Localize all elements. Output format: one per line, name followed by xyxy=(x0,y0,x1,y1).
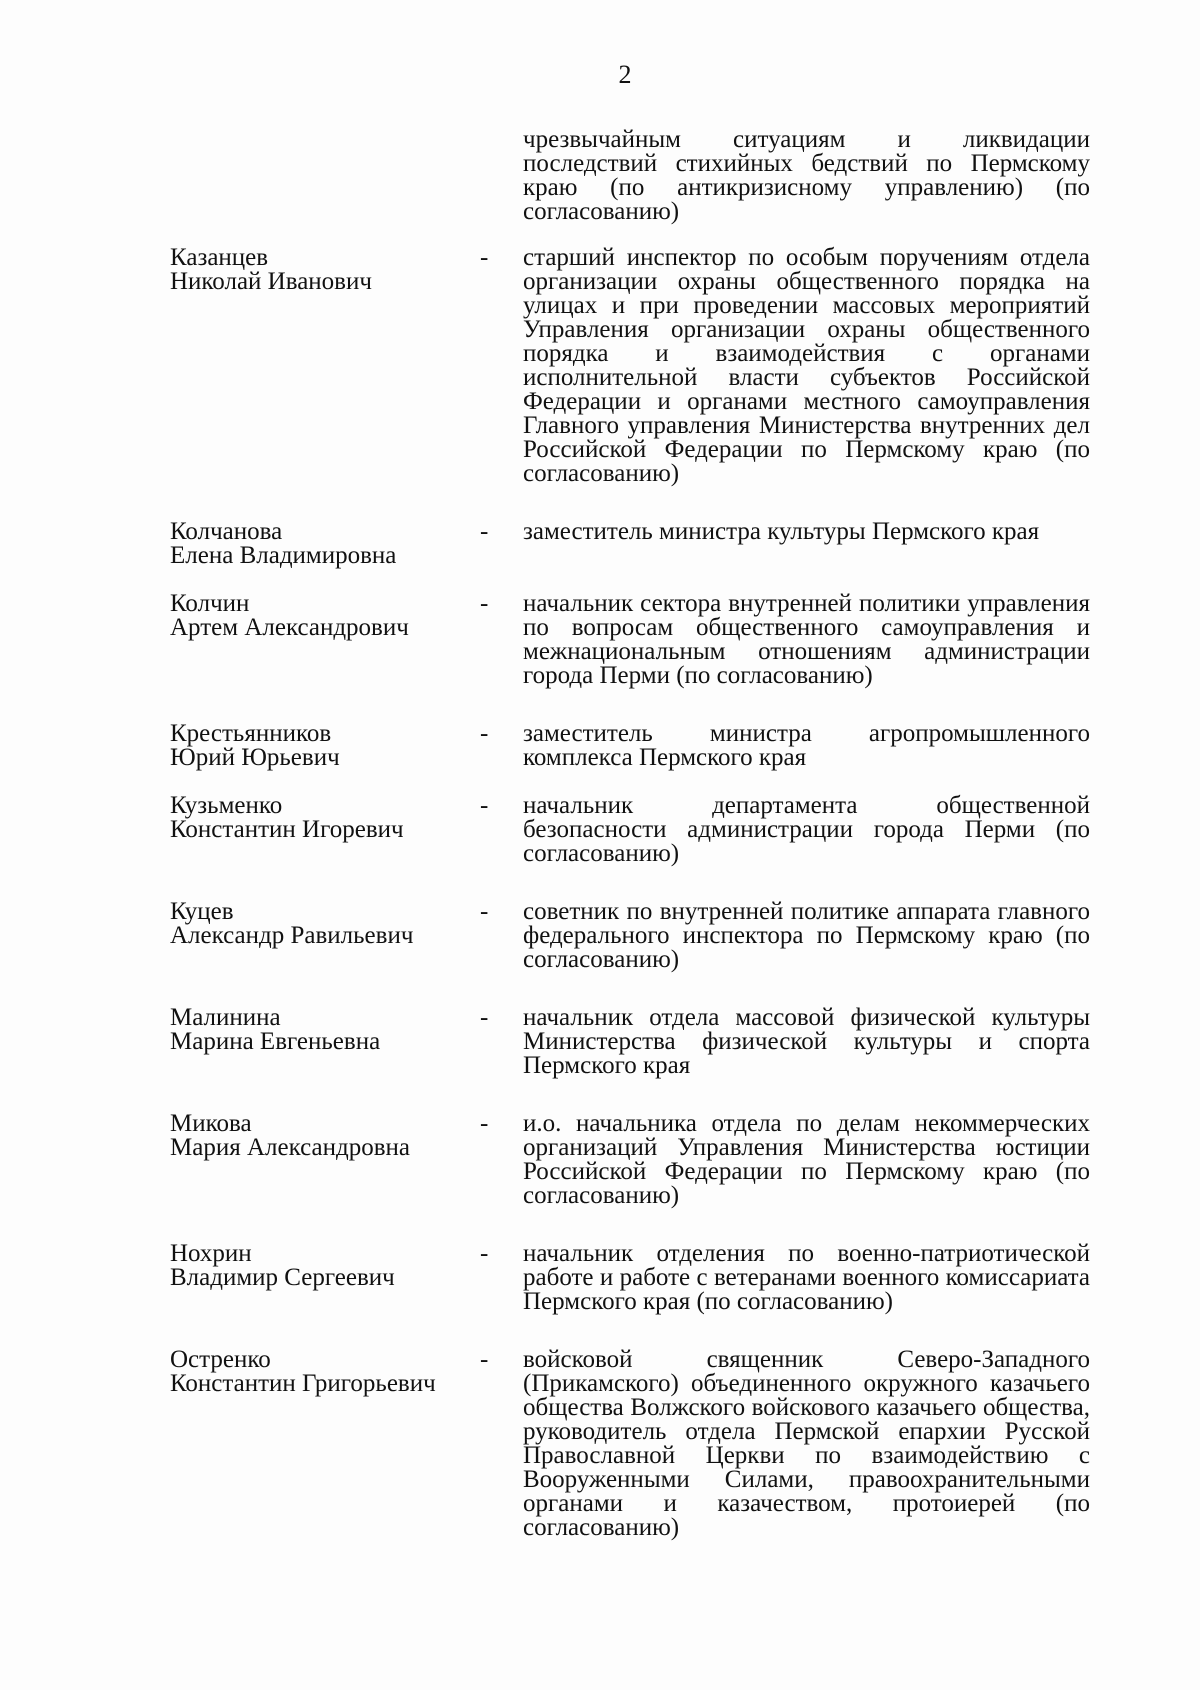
list-item xyxy=(0,722,1200,770)
member-given-names: Марина Евгеньевна xyxy=(170,1028,381,1055)
separator-dash: - xyxy=(480,518,489,545)
member-name xyxy=(170,246,480,294)
member-surname: Нохрин xyxy=(170,1240,252,1267)
member-surname: Крестьянников xyxy=(170,720,332,747)
member-surname: Казанцев xyxy=(170,244,269,271)
member-position: заместитель министра культуры Пермского края xyxy=(523,518,1040,545)
list-item xyxy=(0,1348,1200,1540)
member-position: советник по внутренней политике аппарата главного федерального инспектора по Пермскому краю (по согласованию) xyxy=(523,898,1090,973)
member-list xyxy=(0,246,1200,1540)
member-surname: Малинина xyxy=(170,1004,281,1031)
member-position: начальник отделения по военно-патриотической работе и работе с ветеранами военного комиссариата Пермского края (по согласованию) xyxy=(523,1240,1090,1315)
member-given-names: Елена Владимировна xyxy=(170,542,397,569)
separator-dash: - xyxy=(480,244,489,271)
continued-position-text: чрезвычайным ситуациям и ликвидации последствий стихийных бедствий по Пермскому краю (по антикризисному управлению) (по согласованию) xyxy=(523,126,1090,225)
separator-dash: - xyxy=(480,590,489,617)
member-given-names: Александр Равильевич xyxy=(170,922,414,949)
separator-dash: - xyxy=(480,1110,489,1137)
member-name xyxy=(170,722,480,770)
member-name xyxy=(170,592,480,640)
list-item xyxy=(0,1006,1200,1078)
member-position: старший инспектор по особым поручениям отдела организации охраны общественного порядка на улицах и при проведении массовых мероприятий Управления организации охраны общественного порядка и взаимодействия с органами исполнительной власти субъектов Российской Федерации и органами местного самоуправления Главного управления Министерства внутренних дел Российской Федерации по Пермскому краю (по согласованию) xyxy=(523,244,1090,487)
separator-dash: - xyxy=(480,720,489,747)
member-surname: Кузьменко xyxy=(170,792,283,819)
page-number: 2 xyxy=(618,60,632,89)
list-item xyxy=(0,1112,1200,1208)
member-given-names: Константин Игоревич xyxy=(170,816,404,843)
list-item xyxy=(0,794,1200,866)
member-surname: Колчин xyxy=(170,590,250,617)
member-name xyxy=(170,900,480,948)
list-item xyxy=(0,900,1200,972)
member-position: начальник отдела массовой физической культуры Министерства физической культуры и спорта Пермского края xyxy=(523,1004,1090,1079)
member-name xyxy=(170,794,480,842)
member-given-names: Николай Иванович xyxy=(170,268,372,295)
member-name xyxy=(170,1242,480,1290)
list-item xyxy=(0,1242,1200,1314)
member-surname: Остренко xyxy=(170,1346,271,1373)
member-given-names: Артем Александрович xyxy=(170,614,409,641)
separator-dash: - xyxy=(480,1240,489,1267)
member-given-names: Константин Григорьевич xyxy=(170,1370,436,1397)
member-position: и.о. начальника отдела по делам некоммерческих организаций Управления Министерства юстиции Российской Федерации по Пермскому краю (по согласованию) xyxy=(523,1110,1090,1209)
member-name xyxy=(170,1348,480,1396)
member-name xyxy=(170,1006,480,1054)
member-surname: Микова xyxy=(170,1110,252,1137)
separator-dash: - xyxy=(480,898,489,925)
member-position: начальник департамента общественной безопасности администрации города Перми (по согласованию) xyxy=(523,792,1090,867)
member-given-names: Мария Александровна xyxy=(170,1134,410,1161)
member-position: заместитель министра агропромышленного комплекса Пермского края xyxy=(523,720,1090,771)
member-name xyxy=(170,520,480,568)
member-given-names: Владимир Сергеевич xyxy=(170,1264,395,1291)
member-surname: Куцев xyxy=(170,898,234,925)
member-given-names: Юрий Юрьевич xyxy=(170,744,340,771)
member-name xyxy=(170,1112,480,1160)
member-position: войсковой священник Северо-Западного (Прикамского) объединенного окружного казачьего общества Волжского войскового казачьего общества, руководитель отдела Пермской епархии Русской Православной Церкви по взаимодействию с Вооруженными Силами, правоохранительными органами и казачеством, протоиерей (по согласованию) xyxy=(523,1346,1090,1541)
separator-dash: - xyxy=(480,792,489,819)
list-item xyxy=(0,246,1200,486)
member-surname: Колчанова xyxy=(170,518,283,545)
separator-dash: - xyxy=(480,1346,489,1373)
list-item xyxy=(0,592,1200,688)
list-item xyxy=(0,520,1200,568)
member-position: начальник сектора внутренней политики управления по вопросам общественного самоуправления и межнациональным отношениям администрации города Перми (по согласованию) xyxy=(523,590,1090,689)
separator-dash: - xyxy=(480,1004,489,1031)
